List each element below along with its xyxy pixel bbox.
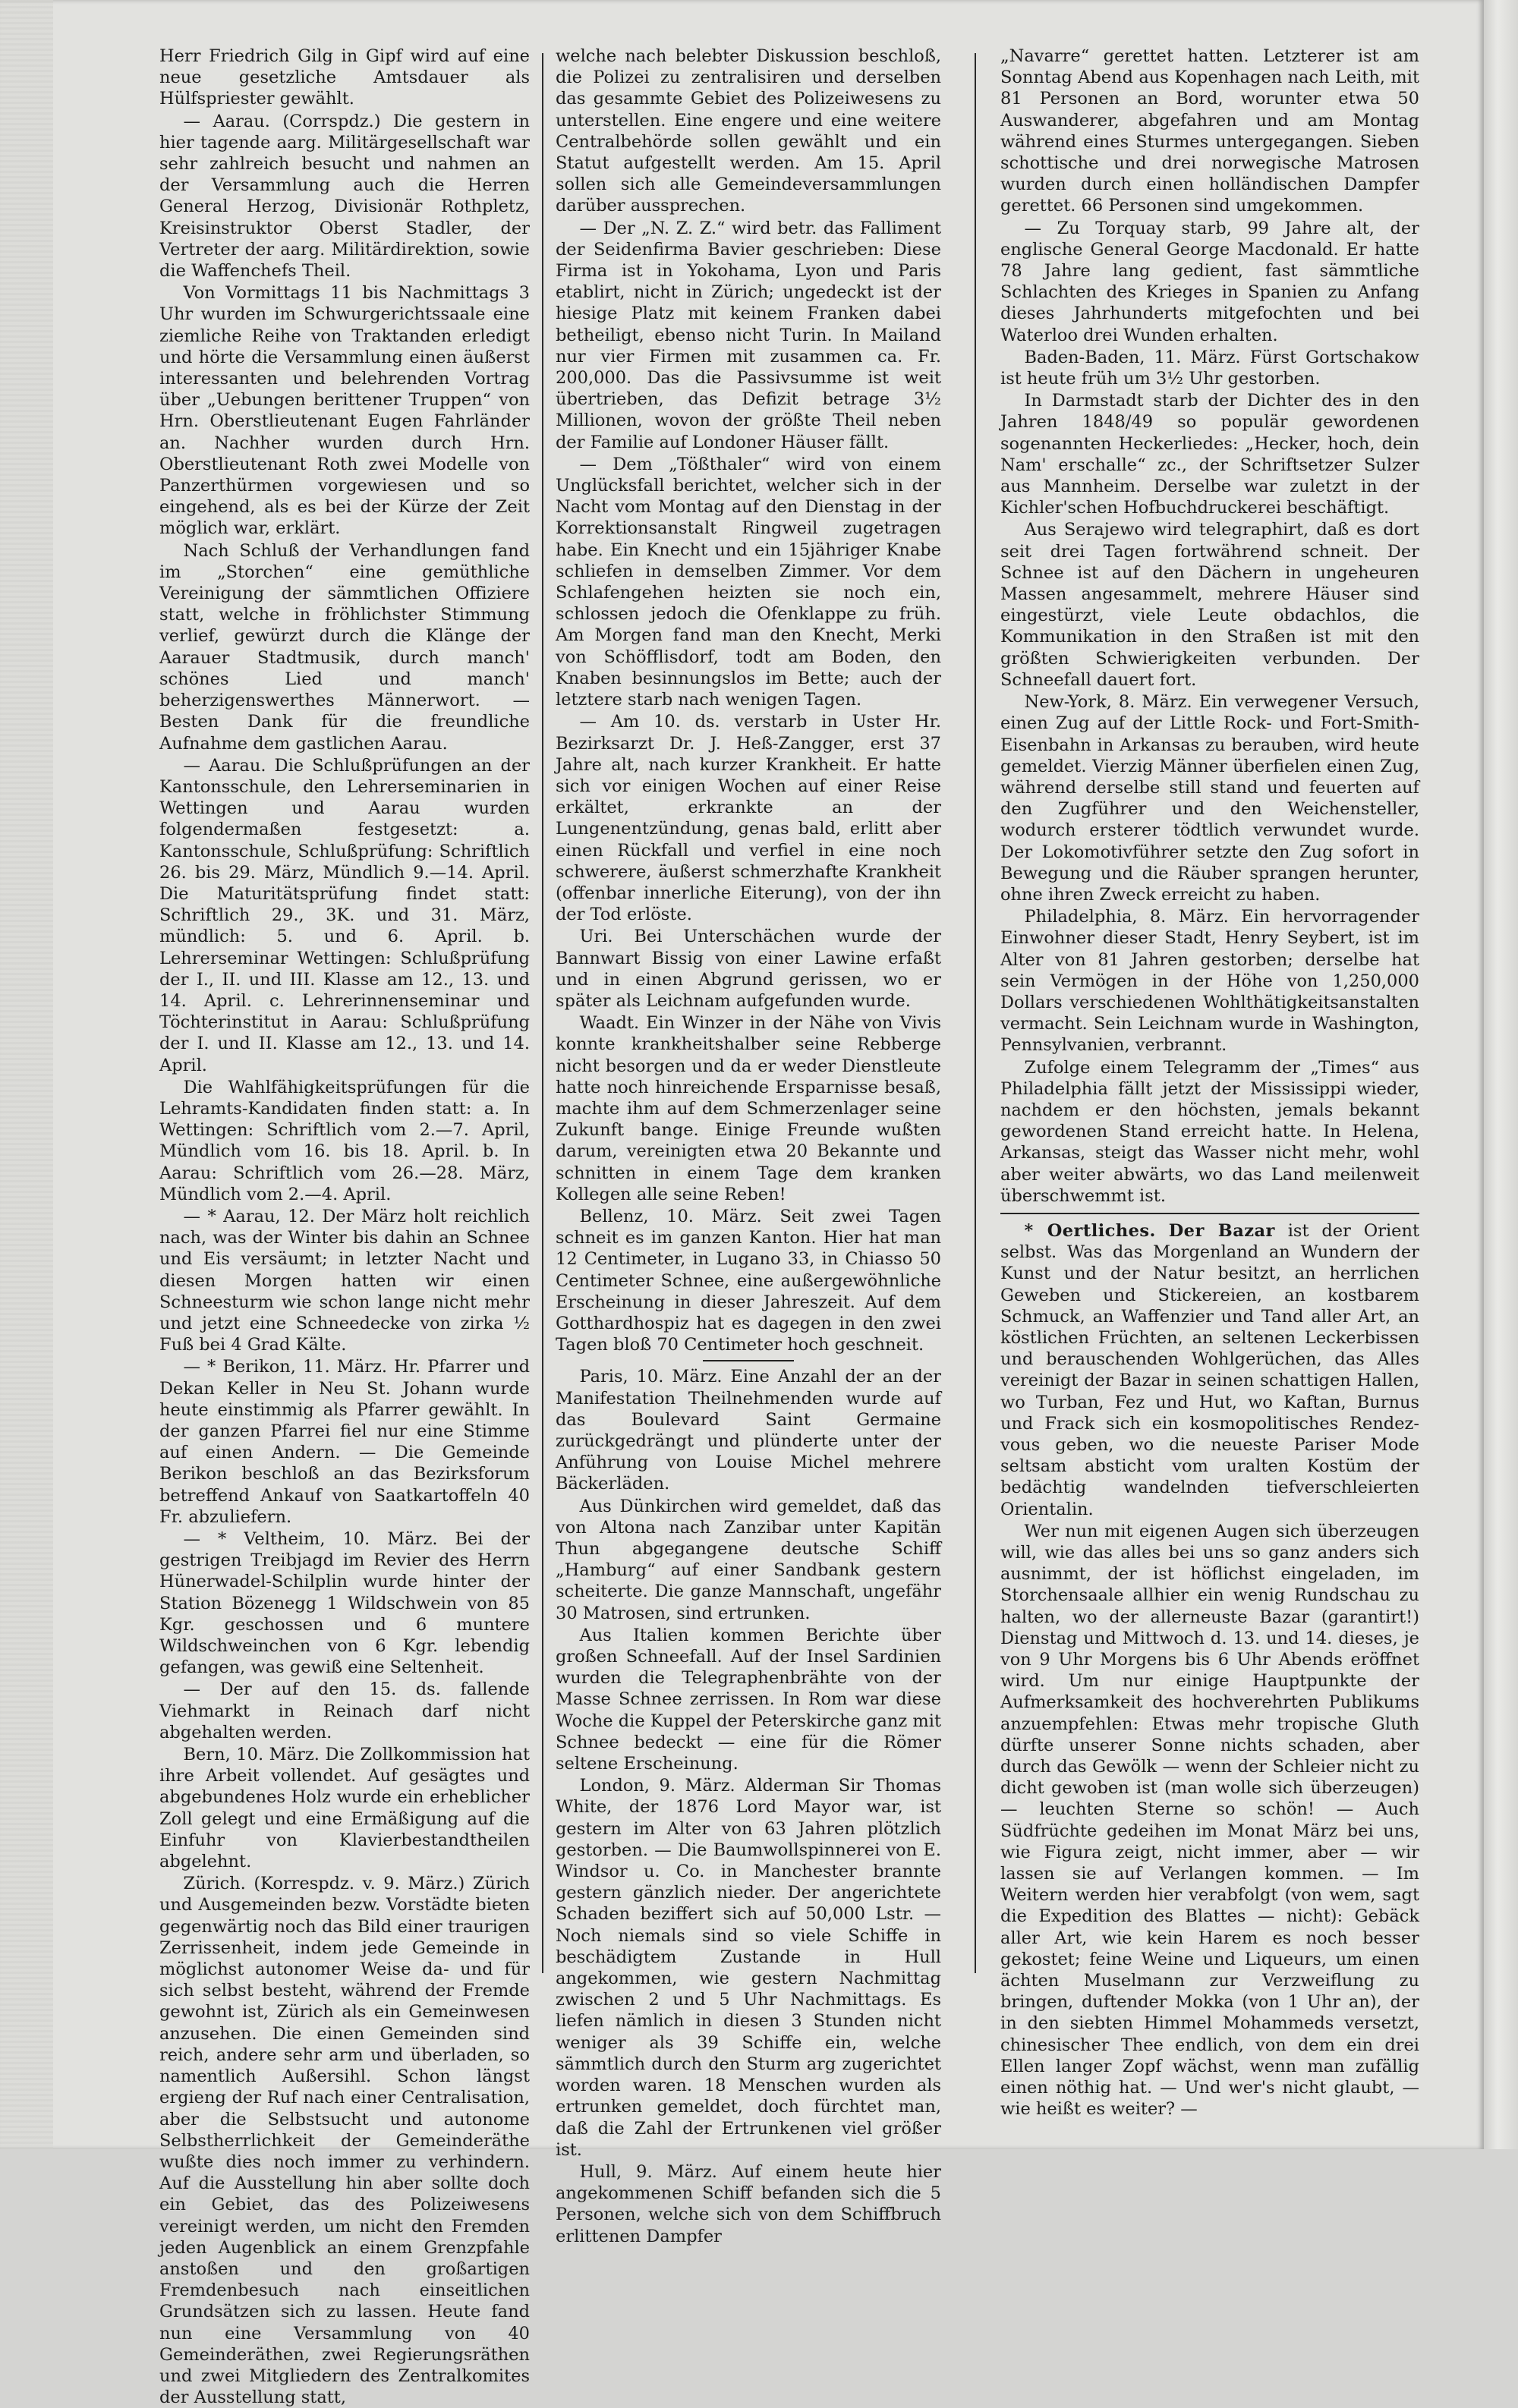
article-paragraph: Baden-Baden, 11. März. Fürst Gortschakow ist heute früh um 3½ Uhr gestorben. (1000, 347, 1419, 389)
article-paragraph: — Am 10. ds. verstarb in Uster Hr. Bezirksarzt Dr. J. Heß-Zangger, erst 37 Jahre alt, nach kurzer Krankheit. Er hatte sich vor einigen Wochen auf einer Reise erkältet, erkrankte an der Lungenentzündung, genas bald, erlitt aber einen Rückfall und verfiel in eine noch schwerere, äußerst schmerzhafte Krankheit (offenbar innerliche Eiterung), von der ihn der Tod erlöste. (556, 712, 941, 925)
article-paragraph: — Dem „Tößthaler“ wird von einem Unglücksfall berichtet, welcher sich in der Nacht vom Montag auf den Dienstag in der Korrektionsanstalt Ringweil zugetragen habe. Ein Knecht und ein 15jähriger Knabe schliefen in demselben Zimmer. Vor dem Schlafengehen heizten sie noch ein, schlossen jedoch die Ofenklappe zu früh. Am Morgen fand man den Knecht, Merki von Schöfflisdorf, todt am Boden, den Knaben besinnungslos im Bette; auch der letztere starb nach wenigen Tagen. (556, 454, 941, 710)
article-paragraph: Hull, 9. März. Auf einem heute hier angekommenen Schiff befanden sich die 5 Personen, welche sich von dem Schiffbruch erlittenen Dampfer (556, 2161, 941, 2246)
article-paragraph: welche nach belebter Diskussion beschloß, die Polizei zu zentralisiren und derselben das gesammte Gebiet des Polizeiwesens zu unterstellen. Eine engere und eine weitere Centralbehörde sollen gewählt und ein Statut aufgestellt werden. Am 15. April sollen sich alle Gemeindeversammlungen darüber aussprechen. (556, 46, 941, 216)
article-paragraph: Waadt. Ein Winzer in der Nähe von Vivis konnte krankheitshalber seine Rebberge nicht besorgen und da er weder Dienstleute hatte noch hinreichende Ersparnisse besaß, machte ihm auf dem Schmerzenlager seine Zukunft bange. Einige Freunde wußten darum, vereinigten etwa 20 Bekannte und schnitten in einem Tage dem kranken Kollegen alle seine Reben! (556, 1013, 941, 1204)
page-edge (1484, 0, 1518, 2149)
section-divider (1000, 1213, 1419, 1214)
binding-shadow (0, 0, 53, 2149)
article-paragraph: — Der auf den 15. ds. fallende Viehmarkt in Reinach darf nicht abgehalten werden. (159, 1679, 530, 1742)
column-2 (556, 46, 941, 2246)
article-paragraph: London, 9. März. Alderman Sir Thomas White, der 1876 Lord Mayor war, ist gestern im Alter von 63 Jahren plötzlich gestorben. — Die Baumwollspinnerei von E. Windsor u. Co. in Manchester brannte gestern gänzlich nieder. Der angerichtete Schaden beziffert sich auf 50,000 Lstr. — Noch niemals sind so viele Schiffe in beschädigtem Zustande in Hull angekommen, wie gestern Nachmittag zwischen 2 und 5 Uhr Nachmittags. Es liefen nämlich in diesen 3 Stunden nicht weniger als 39 Schiffe ein, welche sämmtlich durch den Sturm arg zugerichtet worden waren. 18 Menschen wurden als ertrunken gemeldet, doch fürchtet man, daß die Zahl der Ertrunkenen viel größer ist. (556, 1776, 941, 2160)
article-paragraph: — Zu Torquay starb, 99 Jahre alt, der englische General George Macdonald. Er hatte 78 Jahre lang gedient, fast sämmtliche Schlachten des Krieges in Spanien zu Anfang dieses Jahrhunderts mitgefochten und bei Waterloo drei Wunden erhalten. (1000, 218, 1419, 345)
article-paragraph: — Aarau. (Corrspdz.) Die gestern in hier tagende aarg. Militärgesellschaft war sehr zahlreich besucht und nahmen an der Versammlung auch die Herren General Herzog, Divisionär Rothpletz, Kreisinstruktor Oberst Stadler, der Vertreter der aarg. Militärdirektion, sowie die Waffenchefs Theil. (159, 111, 530, 282)
article-paragraph: „Navarre“ gerettet hatten. Letzterer ist am Sonntag Abend aus Kopenhagen nach Leith, mit 81 Personen an Bord, worunter etwa 50 Auswanderer, abgefahren und am Montag während eines Sturmes untergegangen. Sieben schottische und drei norwegische Matrosen wurden durch einen holländischen Dampfer gerettet. 66 Personen sind umgekommen. (1000, 46, 1419, 216)
article-paragraph: — * Berikon, 11. März. Hr. Pfarrer und Dekan Keller in Neu St. Johann wurde heute einstimmig als Pfarrer gewählt. In der ganzen Pfarrei fiel nur eine Stimme auf einen Andern. — Die Gemeinde Berikon beschloß an das Bezirksforum betreffend Ankauf von Saatkartoffeln 40 Fr. abzuliefern. (159, 1357, 530, 1527)
article-paragraph: Wer nun mit eigenen Augen sich überzeugen will, wie das alles bei uns so ganz anders sich ausnimmt, der ist höflichst eingeladen, im Storchensaale allhier ein wenig Rundschau zu halten, wo der allerneuste Bazar (garantirt!) Dienstag und Mittwoch d. 13. und 14. dieses, je von 9 Uhr Morgens bis 6 Uhr Abends eröffnet wird. Um nur einige Hauptpunkte der Aufmerksamkeit des hochverehrten Publikums anzuempfehlen: Etwas mehr tropische Gluth dürfte unserer Sonne nichts schaden, aber durch das Gewölk — wenn der Schleier nicht zu dicht gewoben ist (man wolle sich überzeugen) — leuchten Sterne so schön! — Auch Südfrüchte gedeihen im Monat März bei uns, wie Figura zeigt, nicht immer, aber — wir lassen sie auf Verlangen kommen. — Im Weitern werden hier verabfolgt (von wem, sagt die Expedition des Blattes — nicht): Gebäck aller Art, wie kein Harem es noch besser gekostet; feine Weine und Liqueurs, um einen ächten Muselmann zur Verzweiflung zu bringen, duftender Mokka (von 1 Uhr an), der in den siebten Himmel Mohammeds versetzt, chinesischer Thee endlich, von dem ein drei Ellen langer Zopf wächst, wenn man zufällig einen nöthig hat. — Und wer's nicht glaubt, — wie heißt es weiter? — (1000, 1521, 1419, 2120)
column-rule-2 (975, 53, 976, 1973)
section-divider (703, 1360, 794, 1361)
article-paragraph: Aus Serajewo wird telegraphirt, daß es dort seit drei Tagen fortwährend schneit. Der Schnee ist auf den Dächern in ungeheuren Massen angesammelt, mehrere Häuser sind eingestürzt, viele Leute obdachlos, die Kommunikation in den Straßen ist mit den größten Schwierigkeiten verbunden. Der Schneefall dauert fort. (1000, 520, 1419, 690)
article-paragraph: Philadelphia, 8. März. Ein hervorragender Einwohner dieser Stadt, Henry Seybert, ist im Alter von 81 Jahren gestorben; derselbe hat sein Vermögen in der Höhe von 1,250,000 Dollars verschiedenen Wohlthätigkeitsanstalten vermacht. Sein Leichnam wurde in Washington, Pennsylvanien, verbrannt. (1000, 907, 1419, 1056)
column-1 (159, 46, 530, 2408)
article-paragraph: Aus Dünkirchen wird gemeldet, daß das von Altona nach Zanzibar unter Kapitän Thun abgegangene deutsche Schiff „Hamburg“ auf einer Sandbank gestern scheiterte. Die ganze Mannschaft, ungefähr 30 Matrosen, sind ertrunken. (556, 1496, 941, 1623)
article-paragraph: — Der „N. Z. Z.“ wird betr. das Falliment der Seidenfirma Bavier geschrieben: Diese Firma ist in Yokohama, Lyon und Paris etablirt, nicht in Zürich; ungedeckt ist der hiesige Platz mit keinem Franken dabei betheiligt, ebenso nicht Turin. In Mailand nur vier Firmen mit zusammen ca. Fr. 200,000. Das die Passivsumme ist weit übertrieben, das Defizit betrage 3½ Millionen, wovon der größte Theil neben der Familie auf Londoner Häuser fällt. (556, 218, 941, 452)
local-news-heading: * Oertliches. (1024, 1220, 1156, 1241)
article-paragraph: Die Wahlfähigkeitsprüfungen für die Lehramts-Kandidaten finden statt: a. In Wettingen: Schriftlich vom 2.—7. April, Mündlich vom 16. bis 18. April. b. In Aarau: Schriftlich vom 26.—28. März, Mündlich vom 2.—4. April. (159, 1077, 530, 1204)
local-news-paragraph (1000, 1220, 1419, 1520)
article-paragraph: Zürich. (Korrespdz. v. 9. März.) Zürich und Ausgemeinden bezw. Vorstädte bieten gegenwärtig noch das Bild einer traurigen Zerrissenheit, indem jede Gemeinde in möglichst autonomer Weise da- und für sich selbst besteht, während der Fremde gewohnt ist, Zürich als ein Gemeinwesen anzusehen. Die einen Gemeinden sind reich, andere sehr arm und überladen, so namentlich Außersihl. Schon längst ergieng der Ruf nach einer Centralisation, aber die Selbstsucht und autonome Selbstherrlichkeit der Gemeinderäthe wußte dies noch immer zu verhindern. Auf die Ausstellung hin aber sollte doch ein Gebiet, das des Polizeiwesens vereinigt werden, um nicht den Fremden jeden Augenblick an einem Grenzpfahle anstoßen und den großartigen Fremdenbesuch nach einseitlichen Grundsätzen sich zu lassen. Heute fand nun eine Versammlung von 40 Gemeinderäthen, zwei Regierungsräthen und zwei Mitgliedern des Zentralkomites der Ausstellung statt, (159, 1874, 530, 2408)
bazar-intro: ist der Orient selbst. Was das Morgenland an Wundern der Kunst und der Natur besitzt, an herrlichen Geweben und Stickereien, an kostbarem Schmuck, an Waffenzier und Tand aller Art, an köstlichen Früchten, an seltenen Leckerbissen und berauschenden Wohlgerüchen, das Alles vereinigt der Bazar in seinen schattigen Hallen, wo Turban, Fez und Hut, wo Kaftan, Burnus und Frack sich ein kosmopolitisches Rendez-vous geben, wo die neueste Pariser Mode seltsam absticht vom uralten Kostüm der bedächtig wandelnden tiefverschleierten Orientalin. (1000, 1220, 1419, 1519)
article-paragraph: Paris, 10. März. Eine Anzahl der an der Manifestation Theilnehmenden wurde auf das Boulevard Saint Germaine zurückgedrängt und plünderte unter der Anführung von Louise Michel mehrere Bäckerläden. (556, 1367, 941, 1494)
bazar-heading: Der Bazar (1168, 1220, 1275, 1241)
column-rule-1 (542, 53, 543, 1973)
column-3 (1000, 46, 1419, 2120)
article-paragraph: Aus Italien kommen Berichte über großen Schneefall. Auf der Insel Sardinien wurden die Telegraphenbrähte von der Masse Schnee zerrissen. In Rom war diese Woche die Kuppel der Peterskirche ganz mit Schnee bedeckt — eine für die Römer seltene Erscheinung. (556, 1625, 941, 1774)
article-paragraph: — Aarau. Die Schlußprüfungen an der Kantonsschule, den Lehrerseminarien in Wettingen und Aarau wurden folgendermaßen festgesetzt: a. Kantonsschule, Schlußprüfung: Schriftlich 26. bis 29. März, Mündlich 9.—14. April. Die Maturitätsprüfung findet statt: Schriftlich 29., 3K. und 31. März, mündlich: 5. und 6. April. b. Lehrerseminar Wettingen: Schlußprüfung der I., II. und III. Klasse am 12., 13. und 14. April. c. Lehrerinnenseminar und Töchterinstitut in Aarau: Schlußprüfung der I. und II. Klasse am 12., 13. und 14. April. (159, 755, 530, 1075)
article-paragraph: — * Veltheim, 10. März. Bei der gestrigen Treibjagd im Revier des Herrn Hünerwadel-Schilplin wurde hinter der Station Bözenegg 1 Wildschwein von 85 Kgr. geschossen und 6 muntere Wildschweinchen von 6 Kgr. lebendig gefangen, was gewiß eine Seltenheit. (159, 1529, 530, 1678)
article-paragraph: Herr Friedrich Gilg in Gipf wird auf eine neue gesetzliche Amtsdauer als Hülfspriester gewählt. (159, 46, 530, 109)
article-paragraph: Bern, 10. März. Die Zollkommission hat ihre Arbeit vollendet. Auf gesägtes und abgebundenes Holz wurde ein erheblicher Zoll gelegt und eine Ermäßigung auf die Einfuhr von Klavierbestandtheilen abgelehnt. (159, 1745, 530, 1872)
article-paragraph: In Darmstadt starb der Dichter des in den Jahren 1848/49 so populär gewordenen sogenannten Heckerliedes: „Hecker, hoch, dein Nam' erschalle“ zc., der Schriftsetzer Sulzer aus Mannheim. Derselbe war zuletzt in der Kichler'schen Hofbuchdruckerei beschäftigt. (1000, 391, 1419, 518)
article-paragraph: Nach Schluß der Verhandlungen fand im „Storchen“ eine gemüthliche Vereinigung der sämmtlichen Offiziere statt, welche in fröhlichster Stimmung verlief, gewürzt durch die Klänge der Aarauer Stadtmusik, durch manch' schönes Lied und manch' beherzigenswerthes Männerwort. — Besten Dank für die freundliche Aufnahme dem gastlichen Aarau. (159, 540, 530, 754)
article-paragraph: Uri. Bei Unterschächen wurde der Bannwart Bissig von einer Lawine erfaßt und in einen Abgrund gerissen, wo er später als Leichnam aufgefunden wurde. (556, 927, 941, 1011)
article-paragraph: Von Vormittags 11 bis Nachmittags 3 Uhr wurden im Schwurgerichtssaale eine ziemliche Reihe von Traktanden erledigt und hörte die Versammlung einen äußerst interessanten und belehrenden Vortrag über „Uebungen berittener Truppen“ von Hrn. Oberstlieutenant Eugen Fahrländer an. Nachher wurden durch Hrn. Oberstlieutenant Roth zwei Modelle von Panzerthürmen vorgewiesen und so eingehend, als es bei der Kürze der Zeit möglich war, erklärt. (159, 283, 530, 539)
article-paragraph: New-York, 8. März. Ein verwegener Versuch, einen Zug auf der Little Rock- und Fort-Smith-Eisenbahn in Arkansas zu berauben, wird heute gemeldet. Vierzig Männer überfielen einen Zug, während derselbe still stand und feuerten auf den Zugführer und den Weichensteller, wodurch ersterer tödtlich verwundet wurde. Der Lokomotivführer setzte den Zug sofort in Bewegung und die Räuber sprangen herunter, ohne ihren Zweck erreicht zu haben. (1000, 692, 1419, 905)
article-paragraph: — * Aarau, 12. Der März holt reichlich nach, was der Winter bis dahin an Schnee und Eis versäumt; in letzter Nacht und diesen Morgen hatten wir einen Schneesturm wie schon lange nicht mehr und jetzt eine Schneedecke von zirka ½ Fuß bei 4 Grad Kälte. (159, 1206, 530, 1355)
article-paragraph: Bellenz, 10. März. Seit zwei Tagen schneit es im ganzen Kanton. Hier hat man 12 Centimeter, in Lugano 33, in Chiasso 50 Centimeter Schnee, eine außergewöhnliche Erscheinung in dieser Jahreszeit. Auf dem Gotthardhospiz hat es dagegen in den zwei Tagen bloß 70 Centimeter hoch geschneit. (556, 1206, 941, 1355)
article-paragraph: Zufolge einem Telegramm der „Times“ aus Philadelphia fällt jetzt der Mississippi wieder, nachdem er den höchsten, jemals bekannt gewordenen Stand erreicht hatte. In Helena, Arkansas, steigt das Wasser nicht mehr, wohl aber weiter abwärts, wo das Land meilenweit überschwemmt ist. (1000, 1057, 1419, 1206)
